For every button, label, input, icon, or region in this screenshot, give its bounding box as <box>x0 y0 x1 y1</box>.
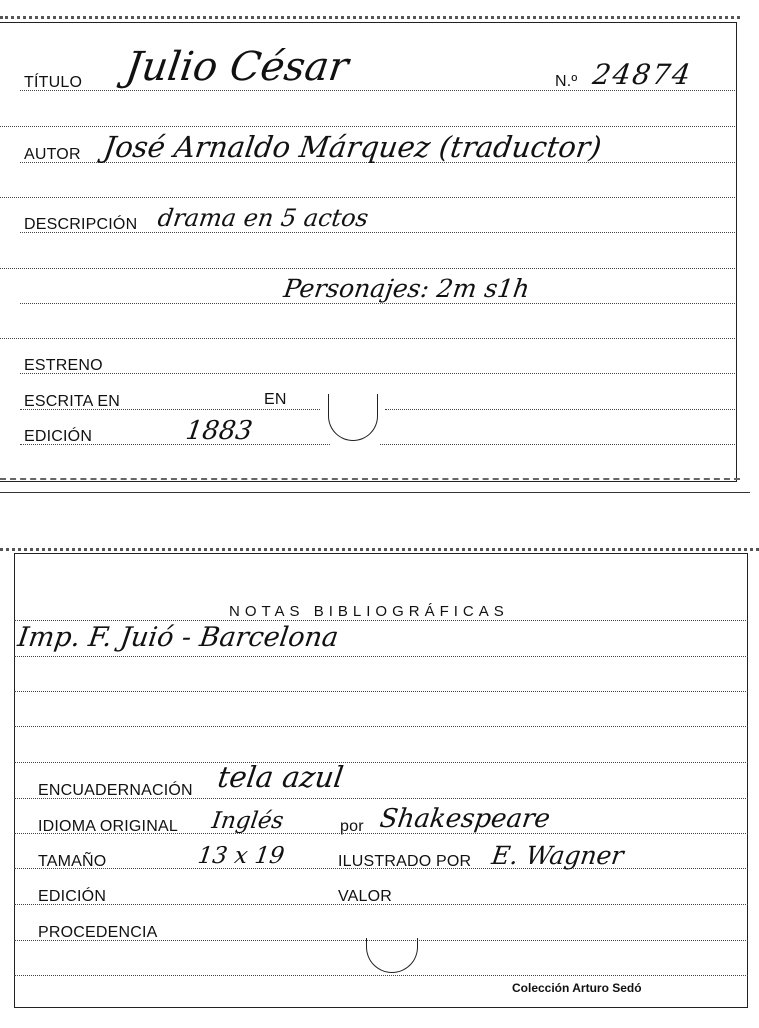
coleccion-footer: Colección Arturo Sedó <box>512 981 642 995</box>
escrita-label: ESCRITA EN <box>24 393 120 410</box>
procedencia-label: PROCEDENCIA <box>38 924 158 941</box>
cut-line <box>0 492 750 493</box>
edicion-bottom-label: EDICIÓN <box>38 888 107 905</box>
rule <box>20 373 735 374</box>
rule <box>380 444 735 445</box>
edicion-value: 1883 <box>183 416 255 446</box>
titulo-value: Julio César <box>122 44 352 90</box>
rule <box>20 303 735 304</box>
en-label: EN <box>264 391 287 408</box>
rule <box>0 268 735 269</box>
card-top-bottom-edge <box>0 478 740 484</box>
valor-label: VALOR <box>338 888 393 905</box>
rule <box>14 762 748 763</box>
rule <box>0 197 735 198</box>
rule <box>14 975 748 976</box>
idioma-value: Inglés <box>210 808 286 834</box>
tamano-label: TAMAÑO <box>38 853 107 870</box>
descripcion-label: DESCRIPCIÓN <box>24 216 138 233</box>
notas-title: NOTAS BIBLIOGRÁFICAS <box>229 603 509 620</box>
numero-value: 24874 <box>590 58 695 91</box>
notas-value: Imp. F. Juió - Barcelona <box>15 622 341 653</box>
rule <box>14 620 748 621</box>
ilustrado-value: E. Wagner <box>489 841 626 870</box>
autor-label: AUTOR <box>24 146 81 163</box>
ilustrado-label: ILUSTRADO POR <box>338 853 472 870</box>
rule <box>14 691 748 692</box>
por-label: por <box>340 818 364 835</box>
rule <box>385 409 735 410</box>
rule <box>14 726 748 727</box>
autor-value: José Arnaldo Márquez (traductor) <box>101 130 604 164</box>
titulo-label: TÍTULO <box>24 74 83 91</box>
numero-label: N.º <box>555 73 578 90</box>
encuadernacion-label: ENCUADERNACIÓN <box>38 782 193 799</box>
por-value: Shakespeare <box>377 804 552 834</box>
tamano-value: 13 x 19 <box>196 843 286 869</box>
idioma-label: IDIOMA ORIGINAL <box>38 818 178 835</box>
personajes-value: Personajes: 2m s1h <box>281 274 532 303</box>
estreno-label: ESTRENO <box>24 357 103 374</box>
encuadernacion-value: tela azul <box>215 760 346 794</box>
rule <box>0 126 735 127</box>
descripcion-value: drama en 5 actos <box>156 204 371 232</box>
rule <box>14 656 748 657</box>
edicion-label: EDICIÓN <box>24 428 93 445</box>
rule <box>0 338 735 339</box>
